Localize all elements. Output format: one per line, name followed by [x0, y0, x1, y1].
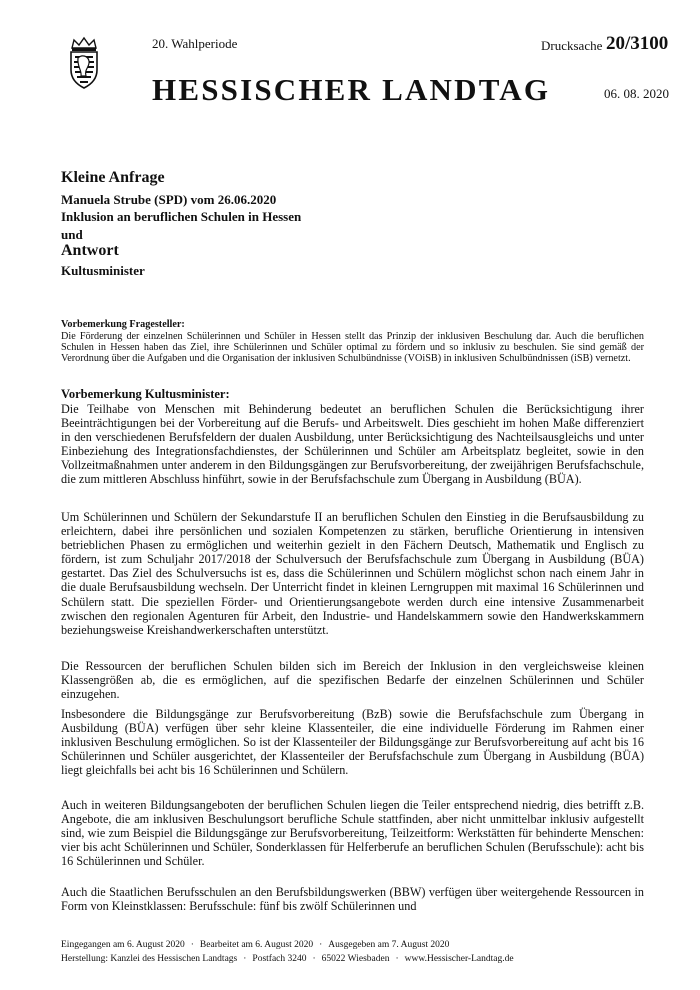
drucksache-number: 20/3100 — [606, 33, 669, 54]
conjunction: und — [61, 227, 83, 242]
footer-received: Eingegangen am 6. August 2020 — [61, 940, 185, 950]
minister-preface-heading: Vorbemerkung Kultusminister: — [61, 387, 230, 401]
wahlperiode: 20. Wahlperiode — [152, 36, 238, 51]
footer-separator: · — [312, 954, 316, 964]
footer-separator: · — [243, 954, 247, 964]
minister-line: Kultusminister — [61, 263, 145, 278]
body-paragraph: Um Schülerinnen und Schülern der Sekundarstufe II an beruflichen Schulen den Einstieg in die Berufsausbildung zu erleichtern, dabei ihre persönlichen und sozialen Kompetenzen zu stärken, berufliche Orientierung in intensiven betrieblichen Phasen zu ermöglichen und weiterhin gezielt in den Fächern Deutsch, Mathematik und Englisch zu fördern, ist zum Schuljahr 2017/2018 der Schulversuch der Berufsfachschule zum Übergang in Ausbildung (BÜA) gestartet. Das Ziel des Schulversuchs ist es, dass die Schülerinnen und Schülern möglichst schon nach einem Jahr in die duale Berufsausbildung wechseln. Der Unterricht findet in kleinen Lerngruppen mit maximal 16 Schülerinnen und Schülern statt. Die speziellen Förder- und Orientierungsangebote werden durch eine intensive Zusammenarbeit zwischen den regionalen Agenturen für Arbeit, den Industrie- und Handelskammern sowie den Handwerkskammern beziehungsweise Kreishandwerkerschaften unterstützt. — [61, 510, 644, 637]
parliament-title: HESSISCHER LANDTAG — [152, 72, 551, 107]
body-paragraph: Insbesondere die Bildungsgänge zur Berufsvorbereitung (BzB) sowie die Berufsfachschule zum Übergang in Ausbildung (BÜA) verfügen über sehr kleine Klassenteiler, die eine individuelle Förderung im Rahmen einer inklusiven Beschulung ermöglichen. So ist der Klassenteiler der Bildungsgänge zur Berufsvorbereitung auf acht bis 16 Schülerinnen und Schüler ausgerichtet, der Klassenteiler der Berufsfachschule zum Übergang in Ausbildung (BÜA) liegt gleichfalls bei acht bis 16 Schülerinnen und Schülern. — [61, 707, 644, 778]
header-date: 06. 08. 2020 — [604, 86, 669, 101]
footer-production: Herstellung: Kanzlei des Hessischen Landtags — [61, 954, 238, 964]
questioner-preface-heading: Vorbemerkung Fragesteller: — [61, 319, 185, 330]
footer-dates — [61, 940, 449, 950]
hessen-coat-of-arms-icon — [62, 36, 106, 90]
answer-heading: Antwort — [61, 242, 119, 259]
body-paragraph: Auch in weiteren Bildungsangeboten der beruflichen Schulen liegen die Teiler entsprechend niedrig, dies betrifft z.B. Angebote, die am inklusiven Beschulungsort berufliche Schule stattfinden, aber nicht unmittelbar inklusiv aufgestellt sind, wie zum Beispiel die Bildungsgänge zur Berufsvorbereitung, Teilzeitform: Werkstätten für behinderte Menschen: vier bis acht Schülerinnen und Schüler, Sonderklassen für Helferberufe an beruflichen Schulen (Berufsschule): acht bis 16 Schülerinnen und Schüler. — [61, 798, 644, 869]
footer-website-link[interactable]: www.Hessischer-Landtag.de — [404, 954, 514, 964]
document-kind: Kleine Anfrage — [61, 169, 165, 186]
footer-separator: · — [190, 940, 194, 950]
questioner-preface-text: Die Förderung der einzelnen Schülerinnen und Schüler in Hessen stellt das Prinzip der inklusiven Beschulung dar. Auch die beruflichen Schulen in Hessen haben das Ziel, ihre Schülerinnen und Schüler optimal zu fördern und so inklusiv zu beschulen. Sie sind gemäß der Verordnung über die Aufgaben und die Organisation der inklusiven Schulbündnisse (VOiSB) in inklusiven Schulbündnissen (iSB) vernetzt. — [61, 331, 644, 365]
body-paragraph: Die Ressourcen der beruflichen Schulen bilden sich im Bereich der Inklusion in den vergleichsweise kleinen Klassengrößen ab, die es ermöglichen, auf die spezifischen Bedarfe der einzelnen Schülerinnen und Schüler einzugehen. — [61, 659, 644, 702]
footer-separator: · — [319, 940, 323, 950]
footer-postbox: Postfach 3240 — [252, 954, 307, 964]
footer-city: 65022 Wiesbaden — [321, 954, 390, 964]
body-paragraph: Auch die Staatlichen Berufsschulen an den Berufsbildungswerken (BBW) verfügen über weitergehende Ressourcen in Form von Kleinstklassen: Berufsschule: fünf bis zwölf Schülerinnen und — [61, 885, 644, 914]
footer-separator: · — [395, 954, 399, 964]
footer-issued: Ausgegeben am 7. August 2020 — [328, 940, 450, 950]
footer-processed: Bearbeitet am 6. August 2020 — [199, 940, 314, 950]
subject-line: Inklusion an beruflichen Schulen in Hessen — [61, 209, 302, 224]
drucksache-label: Drucksache — [541, 38, 603, 53]
author-line: Manuela Strube (SPD) vom 26.06.2020 — [61, 192, 277, 207]
minister-preface-text: Die Teilhabe von Menschen mit Behinderung bedeutet an beruflichen Schulen die Berücksichtigung ihrer Beeinträchtigungen bei der Vorbereitung auf die Berufs- und Arbeitswelt. Dies geschieht im hohen Maße differenziert in den verschiedenen Berufsfeldern der dualen Ausbildung, unter Berücksichtigung des Nachteilsausgleichs und unter Einbeziehung des Integrationsfachdienstes, der Schülerinnen und Schüler am Arbeitsplatz begleitet, sowie in den Vollzeitmaßnahmen unter anderem in den Bildungsgängen zur Berufsvorbereitung, der zweijährigen Berufsfachschule, die zum mittleren Abschluss hinführt, sowie in der Berufsfachschule zum Übergang in Ausbildung (BÜA). — [61, 402, 644, 487]
footer-imprint — [61, 954, 514, 964]
